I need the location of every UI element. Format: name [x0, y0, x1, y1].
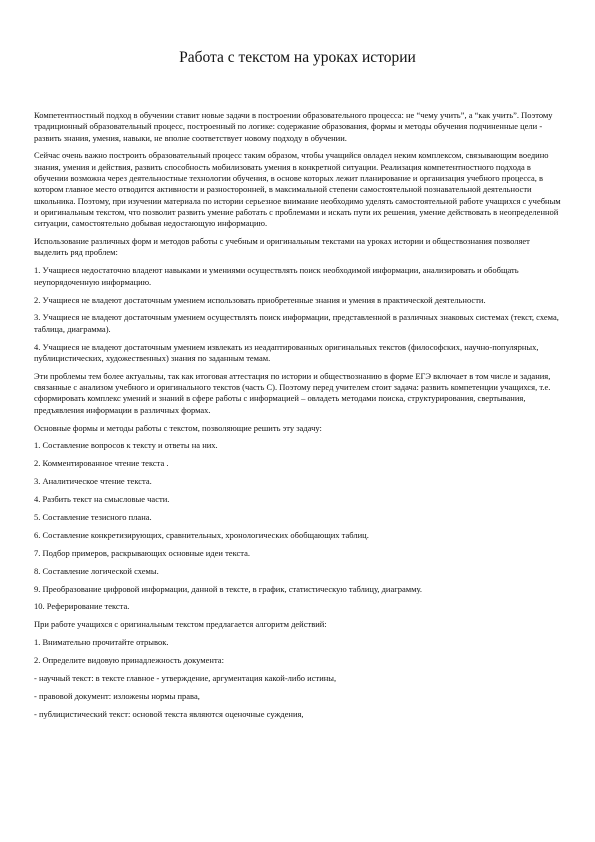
algorithm-step: 2. Определите видовую принадлежность документа:	[34, 655, 224, 666]
paragraph-problems-intro: Использование различных форм и методов работы с учебным и оригинальным текстами на уроках истории и обществознания позволяет выделить ряд проблем:	[34, 236, 530, 258]
method-item: 3. Аналитическое чтение текста.	[34, 476, 152, 487]
method-item: 6. Составление конкретизирующих, сравнительных, хронологических обобщающих таблиц.	[34, 529, 369, 540]
problem-item: 1. Учащиеся недостаточно владеют навыками и умениями осуществлять поиск необходимой информации, анализировать и обобщать неупорядоченную информацию.	[34, 265, 519, 287]
paragraph-algorithm-intro: При работе учащихся с оригинальным текстом предлагается алгоритм действий:	[34, 619, 327, 630]
page-title: Работа с текстом на уроках истории	[179, 49, 416, 66]
problem-item: 2. Учащиеся не владеют достаточным умением использовать приобретенные знания и умения в практической деятельности.	[34, 294, 486, 305]
method-item: 1. Составление вопросов к тексту и ответы на них.	[34, 440, 218, 451]
paragraph-methods-intro: Основные формы и методы работы с текстом, позволяющие решить эту задачу:	[34, 422, 322, 433]
method-item: 2. Комментированное чтение текста .	[34, 458, 169, 469]
paragraph-intro: Компетентностный подход в обучении ставит новые задачи в построении образовательного процесса: не “чему учить”, а “как учить”. Поэтому традиционный образовательный процесс, построенный по логике: содержание образования, формы и методы обучения подчиненные цели - развить знания, умения, навыки, не вполне соответствует новому подходу в обучении.	[34, 110, 553, 143]
method-item: 9. Преобразование цифровой информации, данной в тексте, в график, статистическую таблицу, диаграмму.	[34, 583, 423, 594]
document-type-item: - публицистический текст: основой текста являются оценочные суждения,	[34, 708, 304, 719]
document-type-item: - правовой документ: изложены нормы права,	[34, 690, 200, 701]
method-item: 8. Составление логической схемы.	[34, 565, 159, 576]
method-item: 10. Реферирование текста.	[34, 601, 130, 612]
paragraph-exam-task: Эти проблемы тем более актуальны, так как итоговая аттестация по истории и обществознанию в форме ЕГЭ включает в том числе и задания, связанные с анализом учебного и оригинального текстов (часть С). Поэтому перед учителем стоит задача: развить компетенции учащихся, т.е. сформировать комплекс умений и знаний в сфере работы с информацией – овладеть методами поиска, структурирования, свертывания, предъявления информации в различных формах.	[34, 370, 551, 415]
document-body	[34, 110, 561, 727]
document-type-item: - научный текст: в тексте главное - утверждение, аргументация какой-либо истины,	[34, 673, 337, 684]
method-item: 5. Составление тезисного плана.	[34, 512, 152, 523]
paragraph-competence: Сейчас очень важно построить образовательный процесс таким образом, чтобы учащийся овладел неким комплексом, связывающим воедино знания, умения и действия, развить способность мобилизовать умения в конкретной ситуации. Реализация компетентностного подхода в обучении возможна через деятельностные технологии обучения, в основе которых лежит планирование и организация учебного процесса, в котором главное место отводится активности и разносторонней, в максимальной степени самостоятельной познавательной деятельности школьника. Поэтому, при изучении материала по истории серьезное внимание необходимо уделять самостоятельной работе учащихся с учебным и оригинальным текстом, что позволит развить умение работать с проблемами и искать пути их решения, умение действовать в неопределенной ситуации, самостоятельно добывая недостающую информацию.	[34, 150, 561, 229]
method-item: 7. Подбор примеров, раскрывающих основные идеи текста.	[34, 547, 250, 558]
problem-item: 3. Учащиеся не владеют достаточным умением осуществлять поиск информации, представленной в различных знаковых системах (текст, схема, таблица, диаграмма).	[34, 312, 559, 334]
method-item: 4. Разбить текст на смысловые части.	[34, 494, 170, 505]
algorithm-step: 1. Внимательно прочитайте отрывок.	[34, 637, 169, 648]
problem-item: 4. Учащиеся не владеют достаточным умением извлекать из неадаптированных оригинальных текстов (философских, научно-популярных, публицистических, художественных) знания по заданным темам.	[34, 341, 539, 363]
